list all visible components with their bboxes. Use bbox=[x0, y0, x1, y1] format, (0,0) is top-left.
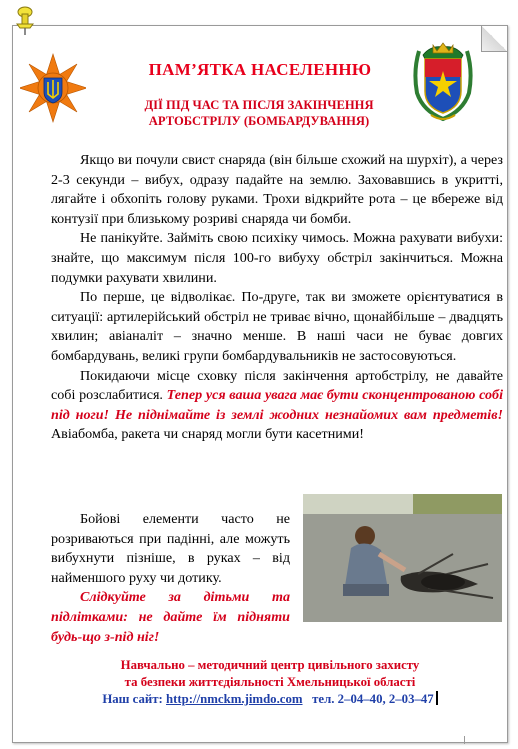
phones: тел. 2–04–40, 2–03–47 bbox=[312, 692, 434, 706]
main-text bbox=[51, 151, 503, 445]
site-link[interactable]: http://nmckm.jimdo.com bbox=[166, 692, 303, 706]
page-title: ПАМ’ЯТКА НАСЕЛЕННЮ bbox=[148, 60, 372, 79]
left-column-text bbox=[51, 510, 290, 647]
footer bbox=[60, 657, 480, 708]
footer-line-2: та безпеки життєдіяльності Хмельницької області bbox=[124, 675, 416, 689]
footer-line-1: Навчально – методичний центр цивільного захисту bbox=[120, 658, 420, 672]
paragraph-4-warning: Тепер уся ваша увага має бути сконцентрованою собі під ноги! Не піднімайте із землі жодних незнайомих вам предметів! bbox=[51, 387, 503, 423]
page-subtitle bbox=[92, 97, 426, 129]
site-label: Наш сайт: bbox=[102, 692, 167, 706]
civil-protection-emblem bbox=[20, 53, 86, 123]
paragraph-6-warning: Слідкуйте за дітьми та підлітками: не дайте їм підняти будь-що з-під ніг! bbox=[51, 589, 290, 645]
paragraph-4-end: Авіабомба, ракета чи снаряд могли бути касетними! bbox=[51, 426, 364, 443]
text-cursor bbox=[436, 691, 438, 705]
paragraph-5: Бойові елементи часто не розриваються при падінні, але можуть вибухнути пізніше, в руках – від найменшого руху чи дотику. bbox=[51, 511, 290, 586]
child-with-bomb-fragment-photo bbox=[303, 494, 502, 622]
paragraph-3: По перше, це відволікає. По-друге, так ви зможете орієнтуватися в ситуації: артилерійський обстріл не триває вічно, щонайбільше – двадцять хвилин; авіаналіт – значно менше. В наші часи не буває довгих бомбардувань, великі групи бомбардувальників не застосовуються. bbox=[51, 289, 503, 364]
page-edge-mark bbox=[464, 736, 465, 744]
subtitle-line-1: ДІЇ ПІД ЧАС ТА ПІСЛЯ ЗАКІНЧЕННЯ bbox=[144, 98, 374, 112]
paragraph-4 bbox=[51, 367, 503, 445]
paragraph-2: Не панікуйте. Займіть свою психіку чимось. Можна рахувати вибухи: знайте, що максимум після 100-го вибуху обстріл закінчиться. Можна подумки рахувати хвилини. bbox=[51, 230, 503, 286]
paragraph-1: Якщо ви почули свист снаряда (він більше схожий на шурхіт), а через 2-3 секунди – вибух, одразу падайте на землю. Заховавшись в укритті, лягайте і обхопіть голову руками. Трохи відкрийте рота – це вбереже від контузії при близькому розриві снаряда чи бомби. bbox=[51, 152, 503, 227]
paragraph-4-start: Покидаючи місце сховку після закінчення артобстрілу, не давайте собі розслабитися. bbox=[51, 367, 503, 404]
pushpin-icon bbox=[13, 6, 37, 36]
subtitle-line-2: АРТОБСТРІЛУ (БОМБАРДУВАННЯ) bbox=[148, 114, 370, 128]
page-curl bbox=[481, 26, 507, 52]
footer-contacts bbox=[60, 691, 480, 708]
